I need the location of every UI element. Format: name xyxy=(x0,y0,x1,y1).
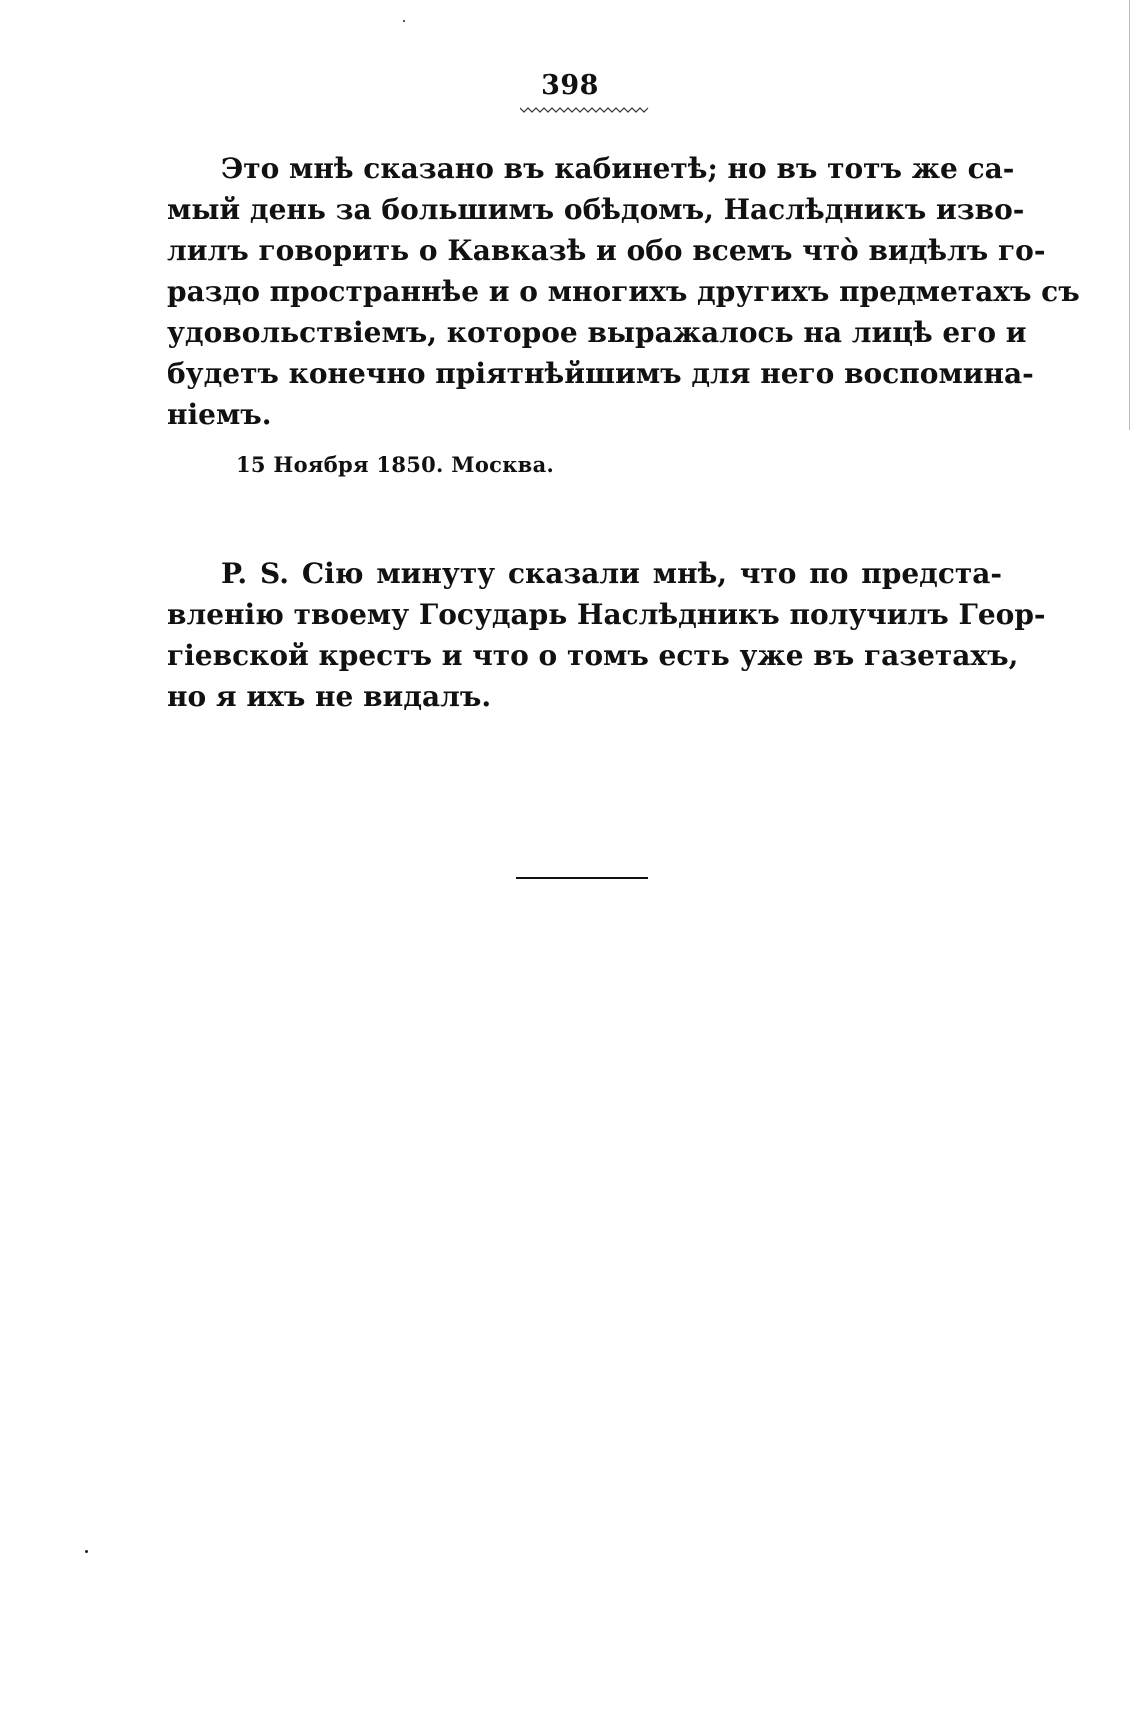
text-line: Это мнѣ сказано въ кабинетѣ; но въ тотъ же са- xyxy=(221,152,1015,185)
page-number: 398 xyxy=(541,70,599,101)
scan-speck xyxy=(85,1550,88,1553)
text-line: мый день за большимъ обѣдомъ, Наслѣдникъ изво- xyxy=(167,193,1025,226)
postscript-paragraph xyxy=(167,553,1046,717)
text-line: нiемъ. xyxy=(167,398,272,431)
text-line: P. S. Сiю минуту сказали мнѣ, что по предста- xyxy=(221,557,1002,590)
text-line: но я ихъ не видалъ. xyxy=(167,680,492,713)
text-line: гiевской крестъ и что о томъ есть уже въ газетахъ, xyxy=(167,639,1019,672)
page-edge-shadow xyxy=(1129,0,1130,430)
dateline: 15 Ноября 1850. Москва. xyxy=(236,452,555,477)
text-line: вленiю твоему Государь Наслѣдникъ получилъ Геор- xyxy=(167,598,1046,631)
page-number-ornament xyxy=(520,104,650,114)
scan-speck xyxy=(403,20,405,22)
text-line: удовольствiемъ, которое выражалось на лицѣ его и xyxy=(167,316,1027,349)
text-line: лилъ говорить о Кавказѣ и обо всемъ что̀ видѣлъ го- xyxy=(167,234,1046,267)
text-line: будетъ конечно прiятнѣйшимъ для него воспомина- xyxy=(167,357,1034,390)
text-line: раздо пространнѣе и о многихъ другихъ предметахъ съ xyxy=(167,275,1080,308)
main-paragraph xyxy=(167,148,1080,435)
end-rule-divider xyxy=(516,877,648,879)
